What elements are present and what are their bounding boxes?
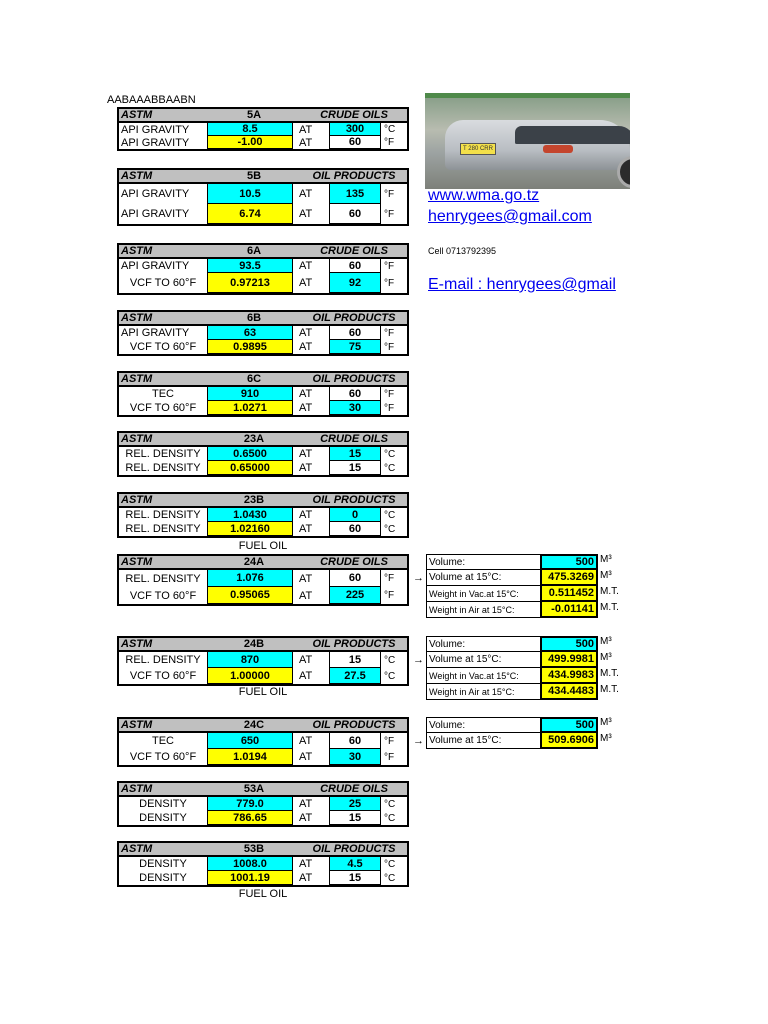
unit-label: °F xyxy=(384,137,395,148)
table-23a xyxy=(117,431,409,477)
astm-label: ASTM xyxy=(121,373,153,385)
table-5b xyxy=(117,168,409,226)
unit-label: °F xyxy=(384,260,395,272)
at-label: AT xyxy=(299,812,313,824)
arrow-icon: → xyxy=(413,735,424,747)
table-header xyxy=(117,781,409,797)
volume-input[interactable]: 500 xyxy=(540,636,598,652)
temperature-cell[interactable]: 225 xyxy=(329,587,381,604)
row-label: API GRAVITY xyxy=(121,260,190,272)
calc-result: -0.01141 xyxy=(540,602,598,618)
row-label: VCF TO 60°F xyxy=(129,751,197,763)
row-label: VCF TO 60°F xyxy=(129,589,197,602)
temperature-cell[interactable]: 15 xyxy=(329,652,381,668)
calc-label: Weight in Air at 15°C: xyxy=(426,602,540,618)
unit-label: °F xyxy=(384,341,395,353)
calc-row xyxy=(426,554,600,570)
row-label: VCF TO 60°F xyxy=(129,277,197,289)
table-row xyxy=(117,184,409,204)
unit-label: °C xyxy=(384,462,396,474)
at-label: AT xyxy=(299,523,313,535)
calc-result: 434.9983 xyxy=(540,668,598,684)
arrow-icon: → xyxy=(413,572,424,584)
input-cell[interactable]: 63 xyxy=(207,326,293,340)
result-cell: 1.0194 xyxy=(207,749,293,765)
table-row xyxy=(117,259,409,273)
calc-row xyxy=(426,733,600,749)
result-cell: 1001.19 xyxy=(207,871,293,885)
temperature-cell[interactable]: 60 xyxy=(329,136,381,149)
row-label: VCF TO 60°F xyxy=(129,670,197,682)
astm-label: ASTM xyxy=(121,719,153,731)
sheet-code: AABAAABBAABN xyxy=(107,94,196,106)
row-label: TEC xyxy=(152,388,174,400)
astm-label: ASTM xyxy=(121,843,153,855)
input-cell[interactable]: 650 xyxy=(207,733,293,749)
row-label: REL. DENSITY xyxy=(125,448,201,460)
table-category: OIL PRODUCTS xyxy=(312,719,396,731)
at-label: AT xyxy=(299,654,313,666)
table-row xyxy=(117,749,409,767)
unit-label: °F xyxy=(384,735,395,747)
temperature-cell[interactable]: 27.5 xyxy=(329,668,381,684)
row-label: REL. DENSITY xyxy=(125,523,201,535)
table-23b xyxy=(117,492,409,538)
unit-label: °F xyxy=(384,573,395,584)
astm-label: ASTM xyxy=(121,494,153,506)
table-row xyxy=(117,136,409,151)
table-row xyxy=(117,387,409,401)
calc-row xyxy=(426,717,600,733)
temperature-cell[interactable]: 15 xyxy=(329,447,381,461)
table-code: 6A xyxy=(246,245,262,257)
table-row xyxy=(117,797,409,811)
volume-calc-24b xyxy=(426,636,619,700)
astm-label: ASTM xyxy=(121,783,153,795)
row-label: TEC xyxy=(152,735,174,747)
temperature-cell[interactable]: 30 xyxy=(329,401,381,415)
table-row xyxy=(117,461,409,477)
input-cell[interactable]: 870 xyxy=(207,652,293,668)
row-label: DENSITY xyxy=(139,858,187,870)
table-category: CRUDE OILS xyxy=(320,783,388,795)
table-category: OIL PRODUCTS xyxy=(312,312,396,324)
table-row xyxy=(117,204,409,226)
unit-label: °F xyxy=(384,277,395,289)
row-label: DENSITY xyxy=(139,872,187,884)
at-label: AT xyxy=(299,751,313,763)
row-label: API GRAVITY xyxy=(121,188,190,200)
at-label: AT xyxy=(299,277,313,289)
temperature-cell[interactable]: 30 xyxy=(329,749,381,765)
calc-result: 434.4483 xyxy=(540,684,598,700)
table-code: 6C xyxy=(246,373,262,385)
temperature-cell[interactable]: 60 xyxy=(329,570,381,587)
table-code: 5A xyxy=(246,109,262,121)
row-label: REL. DENSITY xyxy=(125,654,201,666)
table-code: 53A xyxy=(243,783,265,795)
volume-calc-24a xyxy=(426,554,619,618)
table-code: 24B xyxy=(243,638,265,650)
temperature-cell[interactable]: 60 xyxy=(329,204,381,224)
input-cell[interactable]: 8.5 xyxy=(207,123,293,136)
at-label: AT xyxy=(299,208,313,220)
calc-label: Volume: xyxy=(426,717,540,733)
at-label: AT xyxy=(299,188,313,200)
row-label: DENSITY xyxy=(139,812,187,824)
website-link[interactable]: www.wma.go.tz xyxy=(428,187,540,204)
table-category: CRUDE OILS xyxy=(320,109,388,121)
fuel-oil-note: FUEL OIL xyxy=(238,686,288,698)
temperature-cell[interactable]: 60 xyxy=(329,259,381,273)
calc-row xyxy=(426,586,600,602)
table-6c xyxy=(117,371,409,417)
table-6a xyxy=(117,243,409,295)
table-category: CRUDE OILS xyxy=(320,433,388,445)
calc-label: Volume: xyxy=(426,554,540,570)
unit-label: M.T. xyxy=(600,668,619,679)
result-cell: 0.9895 xyxy=(207,340,293,354)
table-24a xyxy=(117,554,409,606)
unit-label: M³ xyxy=(600,570,612,581)
table-header xyxy=(117,371,409,387)
table-row xyxy=(117,508,409,522)
table-category: CRUDE OILS xyxy=(320,245,388,257)
at-label: AT xyxy=(299,136,313,149)
at-label: AT xyxy=(299,341,313,353)
table-header xyxy=(117,107,409,123)
row-label: API GRAVITY xyxy=(121,136,190,149)
calc-result: 509.6906 xyxy=(540,733,598,749)
table-header xyxy=(117,841,409,857)
unit-label: M.T. xyxy=(600,602,619,613)
astm-label: ASTM xyxy=(121,312,153,324)
at-label: AT xyxy=(299,509,313,521)
unit-label: M³ xyxy=(600,652,612,663)
input-cell[interactable]: 0.6500 xyxy=(207,447,293,461)
unit-label: °F xyxy=(384,402,395,414)
unit-label: °C xyxy=(384,872,396,884)
temperature-cell[interactable]: 60 xyxy=(329,387,381,401)
temperature-cell[interactable]: 75 xyxy=(329,340,381,354)
car-photo xyxy=(425,93,630,189)
calc-row xyxy=(426,602,600,618)
table-53a xyxy=(117,781,409,827)
calc-label: Weight in Vac.at 15°C: xyxy=(426,586,540,602)
table-header xyxy=(117,168,409,184)
table-category: OIL PRODUCTS xyxy=(312,638,396,650)
table-24c xyxy=(117,717,409,767)
temperature-cell[interactable]: 60 xyxy=(329,326,381,340)
unit-label: °C xyxy=(384,670,396,682)
temperature-cell[interactable]: 135 xyxy=(329,184,381,204)
input-cell[interactable]: 910 xyxy=(207,387,293,401)
at-label: AT xyxy=(299,589,313,602)
calc-label: Weight in Air at 15°C: xyxy=(426,684,540,700)
table-code: 23A xyxy=(243,433,265,445)
input-cell[interactable]: 1008.0 xyxy=(207,857,293,871)
table-5a xyxy=(117,107,409,151)
temperature-cell[interactable]: 4.5 xyxy=(329,857,381,871)
calc-label: Volume at 15°C: xyxy=(426,733,540,749)
at-label: AT xyxy=(299,872,313,884)
calc-label: Volume at 15°C: xyxy=(426,652,540,668)
result-cell: 0.97213 xyxy=(207,273,293,293)
astm-label: ASTM xyxy=(121,638,153,650)
at-label: AT xyxy=(299,858,313,870)
at-label: AT xyxy=(299,388,313,400)
input-cell[interactable]: 1.0430 xyxy=(207,508,293,522)
at-label: AT xyxy=(299,572,313,585)
arrow-icon: → xyxy=(413,654,424,666)
table-code: 23B xyxy=(243,494,265,506)
table-24b xyxy=(117,636,409,686)
table-row xyxy=(117,340,409,356)
unit-label: °C xyxy=(384,448,396,460)
row-label: VCF TO 60°F xyxy=(129,402,197,414)
temperature-cell[interactable]: 15 xyxy=(329,461,381,475)
input-cell[interactable]: 779.0 xyxy=(207,797,293,811)
at-label: AT xyxy=(299,735,313,747)
temperature-cell[interactable]: 15 xyxy=(329,811,381,825)
table-category: OIL PRODUCTS xyxy=(312,373,396,385)
temperature-cell[interactable]: 0 xyxy=(329,508,381,522)
unit-label: M.T. xyxy=(600,586,619,597)
table-category: OIL PRODUCTS xyxy=(312,170,396,182)
calc-result: 0.511452 xyxy=(540,586,598,602)
table-row xyxy=(117,811,409,827)
unit-label: °F xyxy=(384,208,395,220)
table-row xyxy=(117,326,409,340)
at-label: AT xyxy=(299,123,313,136)
calc-row xyxy=(426,684,600,700)
unit-label: M³ xyxy=(600,554,612,565)
temperature-cell[interactable]: 25 xyxy=(329,797,381,811)
unit-label: M³ xyxy=(600,733,612,744)
result-cell: 786.65 xyxy=(207,811,293,825)
volume-input[interactable]: 500 xyxy=(540,554,598,570)
fuel-oil-note: FUEL OIL xyxy=(238,540,288,552)
calc-row xyxy=(426,668,600,684)
unit-label: °C xyxy=(384,858,396,870)
result-cell: 1.00000 xyxy=(207,668,293,684)
result-cell: 1.02160 xyxy=(207,522,293,536)
result-cell: -1.00 xyxy=(207,136,293,149)
table-row xyxy=(117,522,409,538)
table-row xyxy=(117,857,409,871)
row-label: API GRAVITY xyxy=(121,208,190,220)
calc-label: Weight in Vac.at 15°C: xyxy=(426,668,540,684)
volume-input[interactable]: 500 xyxy=(540,717,598,733)
astm-label: ASTM xyxy=(121,433,153,445)
astm-label: ASTM xyxy=(121,109,153,121)
temperature-cell[interactable]: 60 xyxy=(329,733,381,749)
unit-label: °C xyxy=(384,654,396,666)
table-row xyxy=(117,668,409,686)
calc-row xyxy=(426,570,600,586)
table-row xyxy=(117,123,409,136)
table-row xyxy=(117,733,409,749)
calc-row xyxy=(426,636,600,652)
car-rear-window xyxy=(515,126,630,144)
table-header xyxy=(117,717,409,733)
row-label: REL. DENSITY xyxy=(125,509,201,521)
row-label: API GRAVITY xyxy=(121,327,190,339)
table-row xyxy=(117,871,409,887)
table-header xyxy=(117,492,409,508)
calc-label: Volume at 15°C: xyxy=(426,570,540,586)
unit-label: °F xyxy=(384,188,395,200)
unit-label: M³ xyxy=(600,717,612,728)
unit-label: °C xyxy=(384,523,396,535)
table-code: 6B xyxy=(246,312,262,324)
unit-label: °F xyxy=(384,327,395,339)
unit-label: M.T. xyxy=(600,684,619,695)
table-6b xyxy=(117,310,409,356)
astm-label: ASTM xyxy=(121,245,153,257)
calc-row xyxy=(426,652,600,668)
fuel-oil-note: FUEL OIL xyxy=(238,888,288,900)
cell-number: Cell 0713792395 xyxy=(428,246,497,256)
input-cell[interactable]: 10.5 xyxy=(207,184,293,204)
at-label: AT xyxy=(299,462,313,474)
table-header xyxy=(117,636,409,652)
table-category: CRUDE OILS xyxy=(320,556,388,568)
calc-label: Volume: xyxy=(426,636,540,652)
row-label: API GRAVITY xyxy=(121,123,190,136)
row-label: REL. DENSITY xyxy=(125,462,201,474)
table-row xyxy=(117,401,409,417)
license-plate: T 280 CRR xyxy=(460,143,496,155)
table-category: OIL PRODUCTS xyxy=(312,494,396,506)
email-link-long[interactable]: E-mail : henrygees@gmail xyxy=(428,276,616,293)
unit-label: °F xyxy=(384,388,395,400)
temperature-cell[interactable]: 92 xyxy=(329,273,381,293)
table-code: 24A xyxy=(243,556,265,568)
table-row xyxy=(117,587,409,606)
result-cell: 0.65000 xyxy=(207,461,293,475)
astm-label: ASTM xyxy=(121,170,153,182)
volume-calc-24c xyxy=(426,717,612,749)
car-taillight xyxy=(543,145,573,153)
calc-result: 475.3269 xyxy=(540,570,598,586)
temperature-cell[interactable]: 300 xyxy=(329,123,381,136)
table-code: 53B xyxy=(243,843,265,855)
table-category: OIL PRODUCTS xyxy=(312,843,396,855)
table-header xyxy=(117,554,409,570)
table-53b xyxy=(117,841,409,887)
result-cell: 0.95065 xyxy=(207,587,293,604)
temperature-cell[interactable]: 60 xyxy=(329,522,381,536)
table-row xyxy=(117,273,409,295)
table-row xyxy=(117,652,409,668)
row-label: DENSITY xyxy=(139,798,187,810)
at-label: AT xyxy=(299,448,313,460)
table-row xyxy=(117,570,409,587)
row-label: REL. DENSITY xyxy=(125,572,201,585)
unit-label: °C xyxy=(384,124,396,135)
unit-label: °C xyxy=(384,812,396,824)
table-header xyxy=(117,243,409,259)
input-cell[interactable]: 1.076 xyxy=(207,570,293,587)
astm-label: ASTM xyxy=(121,556,153,568)
unit-label: M³ xyxy=(600,636,612,647)
result-cell: 1.0271 xyxy=(207,401,293,415)
at-label: AT xyxy=(299,402,313,414)
table-header xyxy=(117,310,409,326)
at-label: AT xyxy=(299,798,313,810)
table-code: 24C xyxy=(243,719,265,731)
email-link[interactable]: henrygees@gmail.com xyxy=(428,208,592,225)
at-label: AT xyxy=(299,327,313,339)
at-label: AT xyxy=(299,670,313,682)
table-row xyxy=(117,447,409,461)
temperature-cell[interactable]: 15 xyxy=(329,871,381,885)
row-label: VCF TO 60°F xyxy=(129,341,197,353)
calc-result: 499.9981 xyxy=(540,652,598,668)
input-cell[interactable]: 93.5 xyxy=(207,259,293,273)
table-code: 5B xyxy=(246,170,262,182)
table-header xyxy=(117,431,409,447)
at-label: AT xyxy=(299,260,313,272)
unit-label: °F xyxy=(384,751,395,763)
unit-label: °C xyxy=(384,798,396,810)
result-cell: 6.74 xyxy=(207,204,293,224)
unit-label: °C xyxy=(384,509,396,521)
unit-label: °F xyxy=(384,590,395,601)
